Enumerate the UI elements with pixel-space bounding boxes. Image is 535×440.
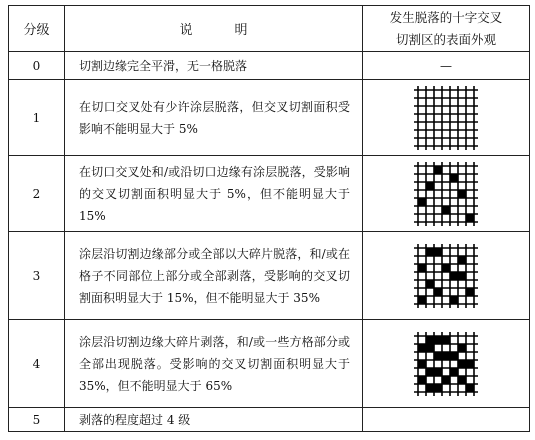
header-description-right: 明 xyxy=(234,23,248,38)
description-cell xyxy=(65,156,363,232)
description-cell xyxy=(65,80,363,156)
flaked-cell xyxy=(442,336,450,344)
crosscut-pattern-grade-1 xyxy=(413,85,479,151)
flaked-cell xyxy=(426,280,434,288)
header-appearance-line1: 发生脱落的十字交叉 xyxy=(389,9,503,25)
appearance-cell xyxy=(363,80,530,156)
grade-cell: 5 xyxy=(9,408,65,432)
description-text: 剥落的程度超过 4 级 xyxy=(79,412,191,427)
header-description-left: 说 xyxy=(179,23,193,38)
description-text: 在切口交叉处和/或沿切口边缘有涂层脱落，受影响的交叉切割面积明显大于 5%，但不能明显大于 15% xyxy=(79,164,350,223)
table-row-grade-0 xyxy=(9,52,530,80)
crosscut-pattern-grade-3 xyxy=(413,243,479,309)
header-grade: 分级 xyxy=(9,6,65,52)
appearance-cell xyxy=(363,408,530,432)
grade-cell: 0 xyxy=(9,52,65,80)
grade-cell: 2 xyxy=(9,156,65,232)
appearance-cell xyxy=(363,52,530,80)
flaked-cell xyxy=(450,296,458,304)
appearance-cell xyxy=(363,320,530,408)
description-cell xyxy=(65,232,363,320)
flaked-cell xyxy=(458,344,466,352)
flaked-cell xyxy=(458,190,466,198)
flaked-cell xyxy=(418,198,426,206)
flaked-cell xyxy=(450,368,458,376)
flaked-cell xyxy=(458,360,466,368)
appearance-none-dash: — xyxy=(440,58,452,73)
flaked-cell xyxy=(418,344,426,352)
header-appearance-line2: 切割区的表面外观 xyxy=(395,31,496,47)
flaked-cell xyxy=(426,344,434,352)
table-row-grade-5 xyxy=(9,408,530,432)
appearance-cell xyxy=(363,232,530,320)
header-appearance xyxy=(363,6,530,52)
flaked-cell xyxy=(418,264,426,272)
description-cell xyxy=(65,52,363,80)
table-row-grade-4 xyxy=(9,320,530,408)
flaked-cell xyxy=(418,360,426,368)
crosscut-pattern-grade-2 xyxy=(413,161,479,227)
flaked-cell xyxy=(442,376,450,384)
grade-cell: 1 xyxy=(9,80,65,156)
description-text: 涂层沿切割边缘部分或全部以大碎片脱落，和/或在格子不同部位上部分或全部剥落，受影响的交叉切割面积明显大于 15%，但不能明显大于 35% xyxy=(79,246,350,305)
crosscut-pattern-grade-4 xyxy=(413,331,479,397)
appearance-cell xyxy=(363,156,530,232)
flaked-cell xyxy=(426,248,434,256)
description-text: 在切口交叉处有少许涂层脱落，但交叉切割面积受影响不能明显大于 5% xyxy=(79,99,350,136)
flaked-cell xyxy=(450,174,458,182)
grade-cell: 3 xyxy=(9,232,65,320)
flaked-cell xyxy=(434,368,442,376)
classification-table xyxy=(8,5,530,432)
table-row-grade-1 xyxy=(9,80,530,156)
description-text: 切割边缘完全平滑，无一格脱落 xyxy=(79,58,248,73)
flaked-cell xyxy=(450,352,458,360)
flaked-cell xyxy=(426,384,434,392)
flaked-cell xyxy=(418,296,426,304)
flaked-cell xyxy=(426,368,434,376)
flaked-cell xyxy=(466,288,474,296)
flaked-cell xyxy=(442,206,450,214)
header-description xyxy=(65,6,363,52)
grade-cell: 4 xyxy=(9,320,65,408)
flaked-cell xyxy=(434,288,442,296)
flaked-cell xyxy=(434,336,442,344)
flaked-cell xyxy=(418,376,426,384)
flaked-cell xyxy=(426,182,434,190)
flaked-cell xyxy=(458,376,466,384)
flaked-cell xyxy=(434,352,442,360)
header-row xyxy=(9,6,530,52)
description-cell xyxy=(65,408,363,432)
flaked-cell xyxy=(434,384,442,392)
flaked-cell xyxy=(450,272,458,280)
flaked-cell xyxy=(466,384,474,392)
description-text: 涂层沿切割边缘大碎片剥落，和/或一些方格部分或全部出现脱落。受影响的交叉切割面积明显大于 35%，但不能明显大于 65% xyxy=(79,334,350,393)
flaked-cell xyxy=(442,352,450,360)
description-cell xyxy=(65,320,363,408)
table-row-grade-2 xyxy=(9,156,530,232)
flaked-cell xyxy=(458,272,466,280)
flaked-cell xyxy=(466,360,474,368)
flaked-cell xyxy=(458,256,466,264)
flaked-cell xyxy=(466,214,474,222)
flaked-cell xyxy=(434,166,442,174)
flaked-cell xyxy=(442,264,450,272)
table-row-grade-3 xyxy=(9,232,530,320)
flaked-cell xyxy=(434,248,442,256)
flaked-cell xyxy=(426,336,434,344)
